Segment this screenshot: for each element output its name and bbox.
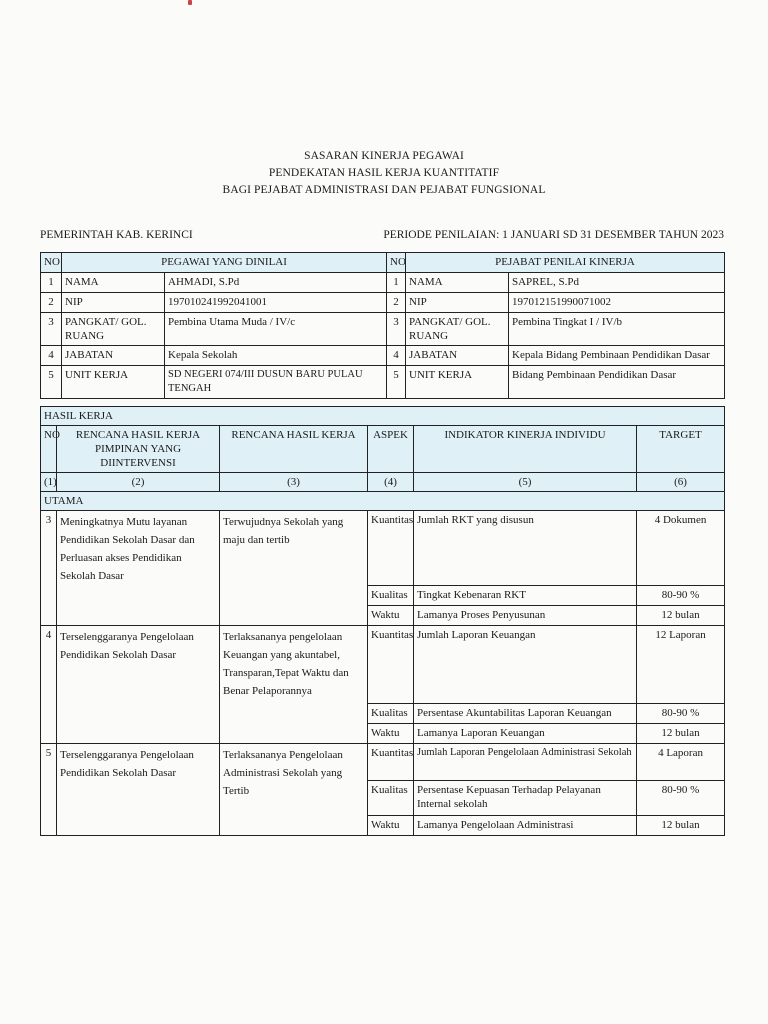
item-indikator: Jumlah RKT yang disusun [414, 511, 637, 586]
item-indikator: Lamanya Laporan Keuangan [414, 724, 637, 744]
table-row [41, 293, 725, 313]
pegawai-value: 197010241992041001 [165, 293, 387, 313]
item-indikator: Lamanya Pengelolaan Administrasi [414, 816, 637, 836]
header-target: TARGET [637, 426, 725, 473]
item-indikator: Persentase Kepuasan Terhadap Pelayanan Internal sekolah [414, 781, 637, 816]
item-pimpinan: Meningkatnya Mutu layanan Pendidikan Sekolah Dasar dan Perluasan akses Pendidikan Sekolah Dasar [57, 511, 220, 626]
table-row [41, 626, 725, 704]
pejabat-value: Bidang Pembinaan Pendidikan Dasar [509, 366, 725, 399]
header-rencana: RENCANA HASIL KERJA [220, 426, 368, 473]
col-number: (5) [414, 473, 637, 492]
row-label: NIP [62, 293, 165, 313]
item-target: 12 bulan [637, 816, 725, 836]
row-no: 4 [387, 346, 406, 366]
pegawai-value: AHMADI, S.Pd [165, 273, 387, 293]
pejabat-value: 197012151990071002 [509, 293, 725, 313]
item-target: 12 bulan [637, 724, 725, 744]
item-no: 4 [41, 626, 57, 744]
row-label: PANGKAT/ GOL. RUANG [62, 313, 165, 346]
item-aspek: Waktu [368, 724, 414, 744]
instansi-label: PEMERINTAH KAB. KERINCI [40, 229, 193, 241]
pegawai-value: SD NEGERI 074/III DUSUN BARU PULAU TENGAH [165, 366, 387, 399]
col-no-header: NO [41, 253, 62, 273]
table-row [41, 744, 725, 781]
col-number: (1) [41, 473, 57, 492]
item-pimpinan: Terselenggaranya Pengelolaan Pendidikan Sekolah Dasar [57, 744, 220, 836]
item-rencana: Terwujudnya Sekolah yang maju dan tertib [220, 511, 368, 626]
title-line-2: PENDEKATAN HASIL KERJA KUANTITATIF [268, 167, 500, 179]
header-aspek: ASPEK [368, 426, 414, 473]
title-line-1: SASARAN KINERJA PEGAWAI [304, 150, 464, 162]
item-aspek: Kualitas [368, 781, 414, 816]
row-label: NAMA [62, 273, 165, 293]
item-aspek: Kualitas [368, 586, 414, 606]
section-title-row [41, 407, 725, 426]
row-no: 4 [41, 346, 62, 366]
pegawai-header-row [41, 253, 725, 273]
item-target: 80-90 % [637, 704, 725, 724]
item-indikator: Jumlah Laporan Keuangan [414, 626, 637, 704]
item-indikator: Jumlah Laporan Pengelolaan Administrasi Sekolah [414, 744, 637, 781]
row-no: 5 [41, 366, 62, 399]
row-no: 1 [41, 273, 62, 293]
group-row [41, 492, 725, 511]
item-no: 5 [41, 744, 57, 836]
row-no: 3 [387, 313, 406, 346]
item-aspek: Waktu [368, 606, 414, 626]
item-aspek: Kuantitas [368, 744, 414, 781]
row-label: NIP [406, 293, 509, 313]
row-no: 5 [387, 366, 406, 399]
row-label: JABATAN [62, 346, 165, 366]
item-aspek: Kuantitas [368, 511, 414, 586]
scan-mark [188, 0, 192, 5]
section-title: HASIL KERJA [41, 407, 725, 426]
table-row [41, 511, 725, 586]
item-aspek: Kuantitas [368, 626, 414, 704]
pegawai-table [40, 252, 725, 399]
col-no-header: NO [387, 253, 406, 273]
item-target: 12 Laporan [637, 626, 725, 704]
row-no: 3 [41, 313, 62, 346]
row-no: 1 [387, 273, 406, 293]
item-target: 80-90 % [637, 586, 725, 606]
group-label: UTAMA [41, 492, 725, 511]
item-pimpinan: Terselenggaranya Pengelolaan Pendidikan Sekolah Dasar [57, 626, 220, 744]
pegawai-value: Pembina Utama Muda / IV/c [165, 313, 387, 346]
item-indikator: Lamanya Proses Penyusunan [414, 606, 637, 626]
item-rencana: Terlaksananya Pengelolaan Administrasi Sekolah yang Tertib [220, 744, 368, 836]
col-number: (2) [57, 473, 220, 492]
column-header-row [41, 426, 725, 473]
item-aspek: Kualitas [368, 704, 414, 724]
table-row [41, 313, 725, 346]
item-target: 80-90 % [637, 781, 725, 816]
header-indikator: INDIKATOR KINERJA INDIVIDU [414, 426, 637, 473]
pegawai-dinilai-header: PEGAWAI YANG DINILAI [62, 253, 387, 273]
pejabat-value: Kepala Bidang Pembinaan Pendidikan Dasar [509, 346, 725, 366]
header-no: NO [41, 426, 57, 473]
item-target: 4 Dokumen [637, 511, 725, 586]
col-number: (6) [637, 473, 725, 492]
row-label: UNIT KERJA [62, 366, 165, 399]
header-rencana-pimpinan: RENCANA HASIL KERJA PIMPINAN YANG DIINTERVENSI [57, 426, 220, 473]
table-row [41, 273, 725, 293]
pegawai-value: Kepala Sekolah [165, 346, 387, 366]
document-title [0, 148, 768, 199]
item-no: 3 [41, 511, 57, 626]
item-target: 12 bulan [637, 606, 725, 626]
col-number: (4) [368, 473, 414, 492]
row-label: JABATAN [406, 346, 509, 366]
row-label: UNIT KERJA [406, 366, 509, 399]
item-indikator: Tingkat Kebenaran RKT [414, 586, 637, 606]
row-label: PANGKAT/ GOL. RUANG [406, 313, 509, 346]
item-rencana: Terlaksananya pengelolaan Keuangan yang akuntabel, Transparan,Tepat Waktu dan Benar Pelaporannya [220, 626, 368, 744]
hasil-kerja-table [40, 406, 725, 836]
pejabat-value: SAPREL, S.Pd [509, 273, 725, 293]
col-number: (3) [220, 473, 368, 492]
pejabat-value: Pembina Tingkat I / IV/b [509, 313, 725, 346]
row-no: 2 [387, 293, 406, 313]
table-row [41, 366, 725, 399]
item-target: 4 Laporan [637, 744, 725, 781]
periode-label: PERIODE PENILAIAN: 1 JANUARI SD 31 DESEMBER TAHUN 2023 [383, 229, 724, 241]
pejabat-penilai-header: PEJABAT PENILAI KINERJA [406, 253, 725, 273]
item-indikator: Persentase Akuntabilitas Laporan Keuangan [414, 704, 637, 724]
row-label: NAMA [406, 273, 509, 293]
item-aspek: Waktu [368, 816, 414, 836]
row-no: 2 [41, 293, 62, 313]
title-line-3: BAGI PEJABAT ADMINISTRASI DAN PEJABAT FUNGSIONAL [222, 184, 546, 196]
table-row [41, 346, 725, 366]
column-number-row [41, 473, 725, 492]
